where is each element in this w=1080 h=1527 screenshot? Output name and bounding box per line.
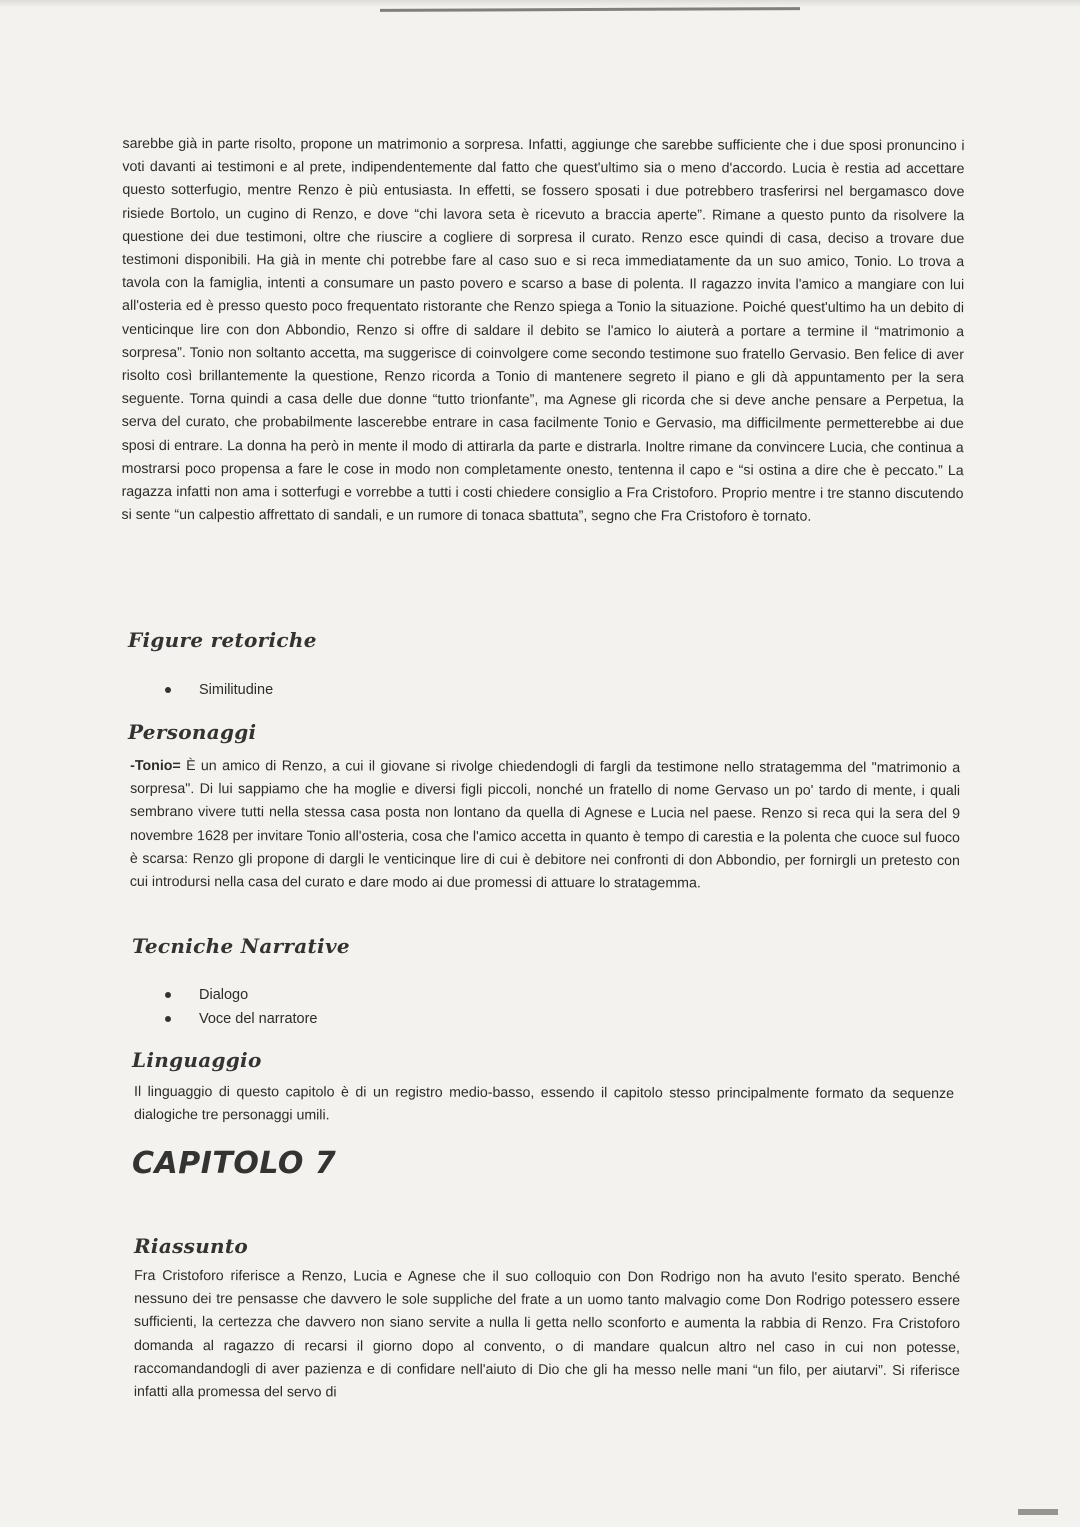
bullet-icon bbox=[165, 687, 171, 693]
intro-paragraph: sarebbe già in parte risolto, propone un matrimonio a sorpresa. Infatti, aggiunge che sarebbe sufficiente che i due sposi pronuncino i voti davanti ai testimoni e al prete, indipendentemente dal fatto che quest'ultimo sia o meno d'accordo. Lucia è restia ad accettare questo sotterfugio, mentre Renzo è più entusiasta. In effetti, se fossero sposati i due potrebbero trasferirsi nel bergamasco dove risiede Bortolo, un cugino di Renzo, e dove “chi lavora seta è ricevuto a braccia aperte”. Rimane a questo punto da risolvere la questione dei due testimoni, oltre che riuscire a cogliere di sorpresa il curato. Renzo esce quindi di casa, deciso a trovare due testimoni disponibili. Ha già in mente chi potrebbe fare al caso suo e si reca immediatamente da un suo amico, Tonio. Lo trova a tavola con la famiglia, intenti a consumare un pasto povero e scarso a base di polenta. Il ragazzo invita l'amico a mangiare con lui all'osteria ed è presso questo poco frequentato ristorante che Renzo spiega a Tonio la situazione. Poiché quest'ultimo ha un debito di venticinque lire con don Abbondio, Renzo si offre di saldare il debito se l'amico lo aiuterà a portare a termine il “matrimonio a sorpresa”. Tonio non soltanto accetta, ma suggerisce di coinvolgere come secondo testimone suo fratello Gervasio. Ben felice di aver risolto così brillantemente la questione, Renzo ricorda a Tonio di mantenere segreto il piano e gli dà appuntamento per la sera seguente. Torna quindi a casa delle due donne “tutto trionfante”, ma Agnese gli ricorda che si deve anche pensare a Perpetua, la serva del curato, che probabilmente lascerebbe entrare in casa facilmente Tonio e Gervasio, ma difficilmente permetterebbe ai due sposi di entrare. La donna ha però in mente il modo di attirarla da parte e distrarla. Inoltre rimane da convincere Lucia, che continua a mostrarsi poco propensa a fare le cose in modo non completamente onesto, tentenna il capo e “si ostina a dire che è peccato.” La ragazza infatti non ama i sotterfugi e vorrebbe a tutti i costi chiedere consiglio a Fra Cristoforo. Proprio mentre i tre stanno discutendo si sente “un calpestio affrettato di sandali, e un rumore di tonaca sbattuta”, segno che Fra Cristoforo è tornato. bbox=[121, 135, 965, 525]
figure-retoriche-list bbox=[165, 678, 273, 702]
character-name-label: -Tonio= bbox=[130, 757, 181, 775]
heading-riassunto: Riassunto bbox=[134, 1234, 249, 1258]
list-item bbox=[165, 1007, 318, 1031]
heading-linguaggio: Linguaggio bbox=[132, 1048, 262, 1072]
list-item bbox=[165, 983, 318, 1007]
riassunto-paragraph: Fra Cristoforo riferisce a Renzo, Lucia e Agnese che il suo colloquio con Don Rodrigo non ha avuto l'esito sperato. Benché nessuno dei tre pensasse che davvero le sole suppliche del frate a un uomo tanto malvagio come Don Rodrigo potessero essere sufficienti, la certezza che davvero non siano servite a nulla li getta nello sconforto e aumenta la rabbia di Renzo. Fra Cristoforo domanda al ragazzo di recarsi il giorno dopo al convento, o di mandare qualcun altro nel caso in cui non potesse, raccomandandogli di aver pazienza e di confidare nell'aiuto di Dio che gli ha messo nelle mani “un filo, per aiutarvi”. Si riferisce infatti alla promessa del servo di bbox=[133, 1267, 961, 1401]
personaggi-paragraph bbox=[130, 755, 960, 896]
chapter-title: CAPITOLO 7 bbox=[132, 1146, 337, 1181]
tecniche-narrative-list bbox=[165, 983, 318, 1031]
list-item-label: Similitudine bbox=[199, 682, 274, 698]
scan-corner-mark bbox=[1018, 1509, 1058, 1515]
bullet-icon bbox=[165, 1016, 171, 1022]
linguaggio-paragraph: Il linguaggio di questo capitolo è di un registro medio-basso, essendo il capitolo stesso principalmente formato da sequenze dialogiche tre personaggi umili. bbox=[133, 1083, 955, 1124]
list-item bbox=[165, 678, 273, 702]
character-description: È un amico di Renzo, a cui il giovane si rivolge chiedendogli di fargli da testimone nello stratagemma del "matrimonio a sorpresa". Di lui sappiamo che ha moglie e diversi figli piccoli, nonché un fratello di nome Gervaso un po' tardo di mente, i quali sembrano vivere tutti nella stessa casa posta non lontano da quella di Agnese e Lucia nel paese. Renzo si reca qui la sera del 9 novembre 1628 per invitare Tonio all'osteria, cosa che l'amico accetta in quanto è tempo di carestia e la polenta che cuoce sul fuoco è scarsa: Renzo gli propone di dargli le venticinque lire di cui è debitore nei confronti di don Abbondio, per fornirgli un pretesto con cui introdursi nella casa del curato e dare modo ai due promessi di attuare lo stratagemma. bbox=[129, 758, 961, 892]
list-item-label: Dialogo bbox=[199, 987, 249, 1003]
list-item-label: Voce del narratore bbox=[199, 1011, 318, 1027]
bullet-icon bbox=[165, 992, 171, 998]
heading-figure-retoriche: Figure retoriche bbox=[128, 628, 317, 652]
heading-tecniche-narrative: Tecniche Narrative bbox=[132, 934, 350, 958]
heading-personaggi: Personaggi bbox=[128, 720, 257, 744]
